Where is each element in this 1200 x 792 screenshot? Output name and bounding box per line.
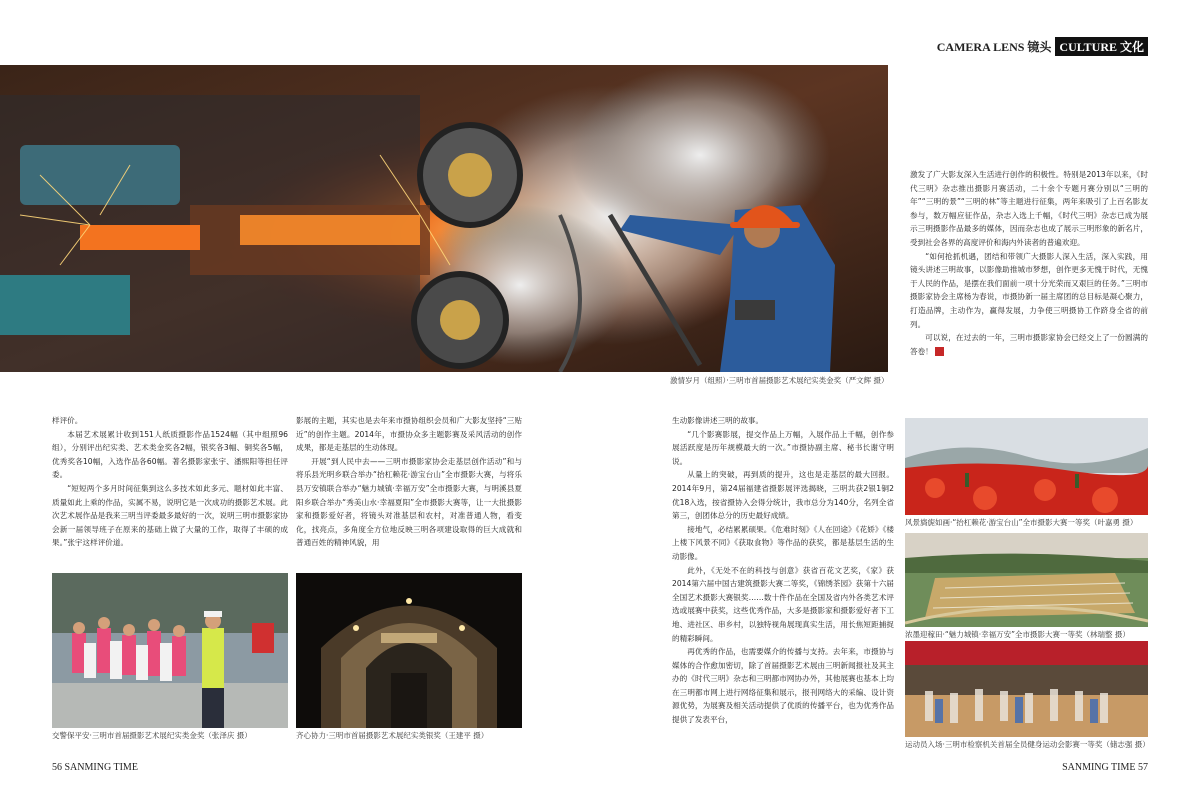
photo-5-caption: 运动员入场·三明市检察机关首届全员健身运动会影赛一等奖（储志强 摄） <box>905 740 1150 749</box>
photo-flower-landscape <box>905 418 1148 515</box>
paragraph: 开展“到人民中去——三明市摄影家协会走基层创作活动”和与将乐县光明乡联合举办“抬杠赖花·游宝台山”全市摄影大赛，与将乐县万安镇联合举办“魅力城镇·幸福万安”全市摄影大赛，与明溪县夏阳乡联合举办“秀美山水·幸福夏阳”全市摄影大赛等，让一大批摄影家和摄影爱好者，将镜头对准基层和农村，对准普通人物，看变化，找亮点，多角度全方位地反映三明各项建设取得的巨大成就和普通百姓的精神风貌，用 <box>296 456 522 548</box>
culture-label: CULTURE 文化 <box>1055 37 1148 56</box>
page-number-left: 56 SANMING TIME <box>52 762 138 773</box>
closing-sentence: 可以说，在过去的一年，三明市摄影家协会已经交上了一份圆满的答卷！ <box>910 333 1148 356</box>
column-1 <box>52 414 288 550</box>
main-photo-caption: 激情岁月（组照）·三明市首届摄影艺术展纪实类金奖（严文辉 摄） <box>670 376 889 385</box>
photo-3-caption: 风景旖旎如画·“抬杠赖花·游宝台山”全市摄影大赛一等奖（叶嘉勇 摄） <box>905 518 1138 527</box>
photo-fields-aerial <box>905 533 1148 627</box>
photo-1-caption: 交警保平安·三明市首届摄影艺术展纪实类金奖（张泽庆 摄） <box>52 731 252 740</box>
column-2 <box>296 414 522 550</box>
photo-tunnel <box>296 573 522 728</box>
photo-sports-games <box>905 641 1148 737</box>
main-photo <box>0 65 888 372</box>
photo-traffic-police <box>52 573 288 728</box>
paragraph: “短短两个多月时间征集到这么多技术如此多元、题材如此丰富、质量如此上乘的作品，实属不易，说明它是一次成功的摄影艺术展。此次艺术展作品是我来三明当评委最多最好的一次，说明三明市摄影家协会新一届领导班子在原来的基础上做了大量的工作，取得了丰硕的成果。”张宇这样评价道。 <box>52 483 288 548</box>
paragraph: 本届艺术展累计收到151人纸质摄影作品1524幅（其中组照96组），分别评出纪实类、艺术类金奖各2幅，银奖各3幅、铜奖各5幅，优秀奖各10幅，入选作品各60幅。著名摄影家张宇、潘熙阳等担任评委。 <box>52 429 288 480</box>
photo-2-caption: 齐心协力·三明市首届摄影艺术展纪实类银奖（王建平 摄） <box>296 731 489 740</box>
paragraph: “几个影赛影展，提交作品上万幅，入展作品上千幅，创作参展活跃度是历年规模最大的一次。”市摄协副主席、秘书长谢守明说。 <box>672 429 894 466</box>
paragraph: 生动影像讲述三明的故事。 <box>672 416 764 425</box>
paragraph: 此外，《无处不在的科技与创意》获省百花文艺奖，《家》获2014第六届中国古建筑摄影大赛二等奖，《锦绣茶园》获第十六届全国艺术摄影大赛银奖……数十件作品在全国及省内外各类艺术评选或展赛中获奖，这些优秀作品，大多是摄影家和摄影爱好者下工地、进社区、串乡村，以独特视角展现真实生活，用长焦短距捕捉的精彩瞬间。 <box>672 565 894 643</box>
paragraph <box>910 331 1148 358</box>
photo-4-caption: 浓墨迎稼田·“魅力城镇·幸福万安”全市摄影大赛一等奖（林瑞整 摄） <box>905 630 1130 639</box>
paragraph: 接地气，必结累累硕果。《危难时刻》《人在回途》《花娇》《楼上楼下风景不同》《获取食物》等作品的获奖，都是基层生活的生动影像。 <box>672 524 894 561</box>
paragraph: 激发了广大影友深入生活进行创作的积极性。特别是2013年以来，《时代三明》杂志推出摄影月赛活动，二十余个专题月赛分别以“三明的年”“三明的景”“三明的林”等主题进行征集，两年来吸引了上百名影友参与，数万幅应征作品，杂志入选上千幅，《时代三明》杂志已成为展示三明摄影作品最多的媒体，因而杂志也成了展示三明形象的新名片，受到社会各界的高度评价和海内外读者的普遍欢迎。 <box>910 170 1148 247</box>
paragraph: 影展的主题，其实也是去年来市摄协组织会员和广大影友坚持“三贴近”的创作主题。2014年，市摄协众多主题影赛及采风活动的创作成果，都是走基层的生动体现。 <box>296 416 522 453</box>
paragraph: 再优秀的作品，也需要媒介的传播与支持。去年来，市摄协与媒体的合作愈加密切，除了首届摄影艺术展由三明新闻报社及其主办的《时代三明》杂志和三明都市网协办外，其他展赛也基本上均在三明都市网上进行网络征集和展示，报刊网络大的采编、设计资源优势，为展赛及相关活动提供了优质的传播平台，也为优秀作品提供了发表平台， <box>672 647 894 725</box>
page-number-right: SANMING TIME 57 <box>1062 762 1148 773</box>
steel-mill-photo <box>0 65 888 372</box>
camera-lens-label: CAMERA LENS 镜头 <box>936 40 1052 54</box>
column-3 <box>672 414 894 727</box>
paragraph: “如何抢抓机遇，团结和带领广大摄影人深入生活，深入实践，用镜头讲述三明故事，以影像助推城市梦想，创作更多无愧于时代，无愧于人民的作品，是摆在我们面前一项十分光荣而又艰巨的任务。”三明市摄影家协会主席杨为春说，市摄协新一届主席团的总目标是凝心聚力，打造品牌，主动作为，赢得发展，力争使三明摄协工作跻身全省的前列。 <box>910 251 1148 329</box>
right-top-text <box>910 168 1148 358</box>
end-mark-icon: 文 <box>935 347 944 356</box>
section-header <box>937 37 1148 56</box>
paragraph: 从量上的突破，再到质的提升，这也是走基层的最大回报。2014年9月，第24届福建省摄影展评选揭晓，三明共获2银1铜2优18入选，按省摄协入会得分统计，我市总分为140分，名列全省第三，创团体总分的历史最好成绩。 <box>672 470 894 521</box>
paragraph: 样评价。 <box>52 416 83 425</box>
